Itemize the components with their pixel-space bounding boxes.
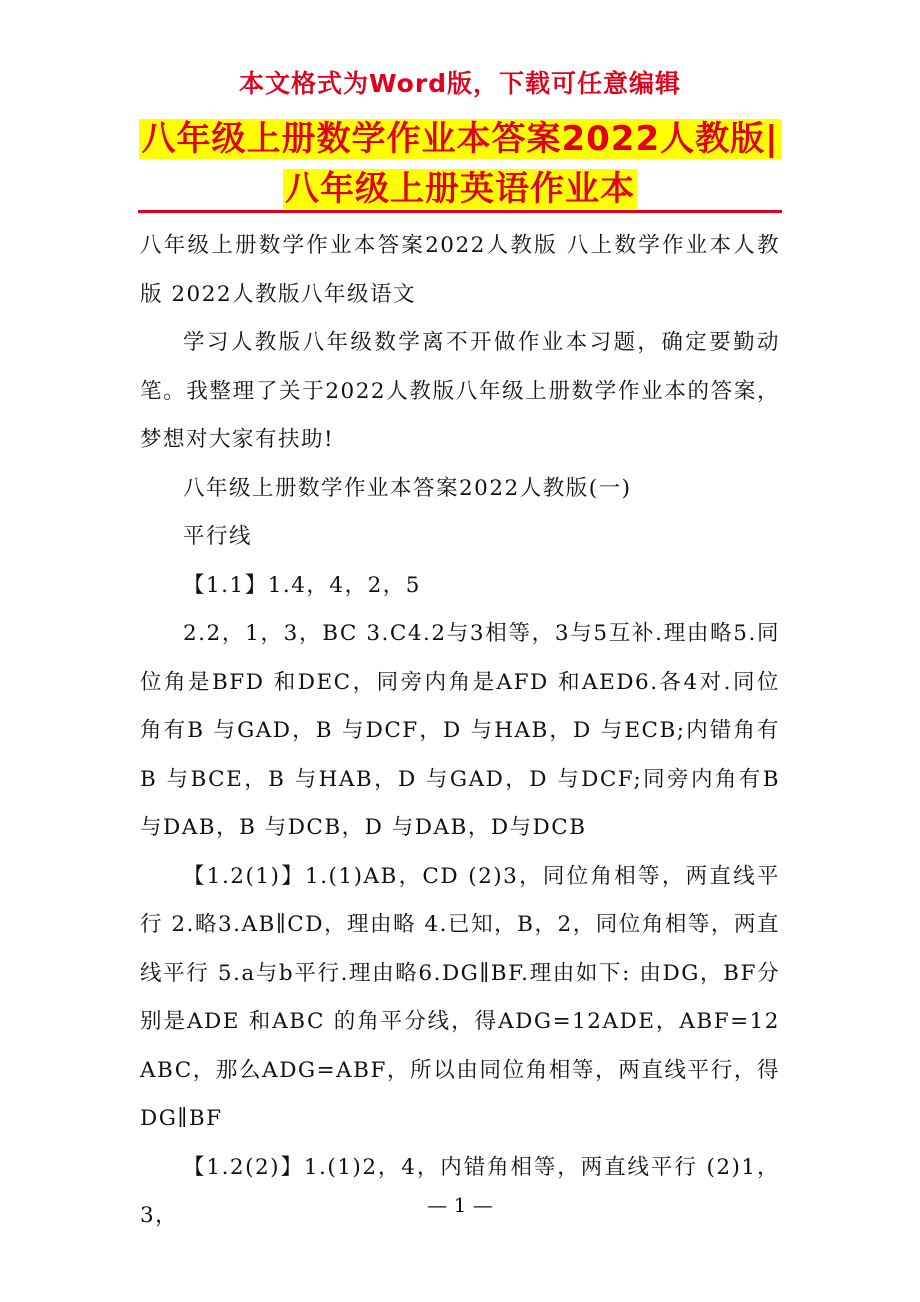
title-divider (138, 210, 782, 213)
format-notice: 本文格式为Word版，下载可任意编辑 (238, 69, 682, 98)
answer-1-1: 【1.1】1.4，4，2，5 (183, 572, 421, 598)
title-highlight: 八年级上册数学作业本答案2022人教版|八年级上册英语作业本 (141, 119, 779, 209)
intro-paragraph: 学习人教版八年级数学离不开做作业本习题，确定要勤动笔。我整理了关于2022人教版八年级上册数学作业本的答案，梦想对大家有扶助! (140, 330, 780, 452)
answer-1-1-continued: 2.2，1，3，BC 3.C4.2与3相等，3与5互补.理由略5.同位角是BFD 和DEC，同旁内角是AFD 和AED6.各4对.同位角有B 与GAD，B 与DCF，D 与HAB，D 与ECB;内错角有B 与BCE，B 与HAB，D 与GAD，D 与DCF;同旁内角有B 与DAB，B 与DCB，D 与DAB，D与DCB (140, 621, 780, 840)
page-number: — 1 — (427, 1193, 493, 1217)
topic-heading: 平行线 (183, 524, 253, 549)
answer-1-2-2: 【1.2(2)】1.(1)2，4，内错角相等，两直线平行 (2)1，3， (140, 1154, 780, 1228)
section-heading: 八年级上册数学作业本答案2022人教版(一) (183, 475, 632, 501)
answer-1-2-1: 【1.2(1)】1.(1)AB，CD (2)3，同位角相等，两直线平行 2.略3.AB∥CD，理由略 4.已知，B，2，同位角相等，两直线平行 5.a与b平行.理由略6.DG∥BF.理由如下: 由DG，BF分别是ADE 和ABC 的角平分线，得ADG=12ADE，ABF=12 ABC，那么ADG=ABF，所以由同位角相等，两直线平行，得DG∥BF (140, 863, 780, 1131)
document-title (130, 114, 790, 214)
intro-keywords: 八年级上册数学作业本答案2022人教版 八上数学作业本人教版 2022人教版八年级语文 (140, 233, 780, 307)
document-body (140, 222, 780, 1241)
